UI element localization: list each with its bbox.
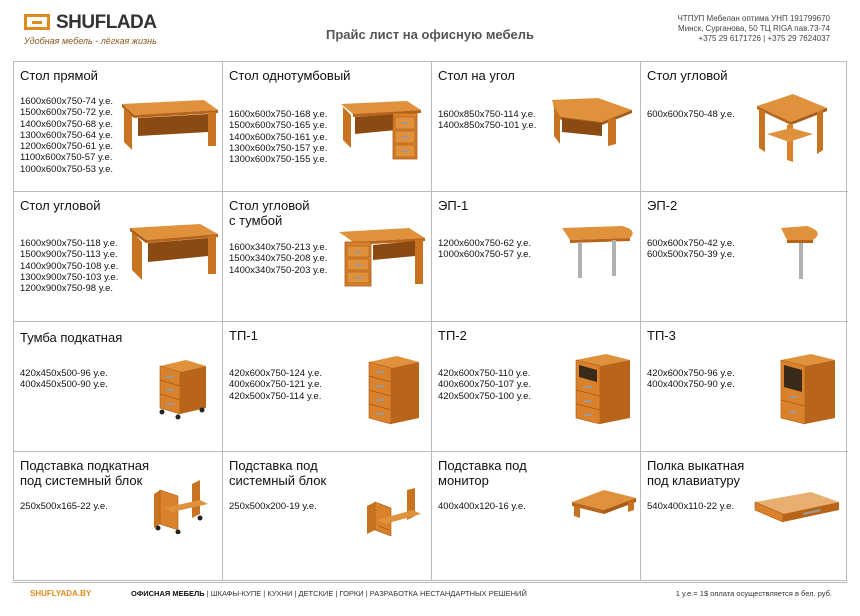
product-name: ТП-2 — [438, 328, 467, 343]
company-line-3: +375 29 6171726 | +375 29 7624037 — [698, 34, 830, 43]
product-name: ТП-3 — [647, 328, 676, 343]
price-list — [647, 238, 735, 261]
corner-desk-image — [536, 96, 640, 148]
product-name-line-1: Стол угловой — [229, 198, 310, 213]
price-line: 1200x900x750-98 у.е. — [20, 283, 114, 295]
product-name — [229, 198, 310, 228]
mobile-pedestal-image — [156, 358, 212, 420]
product-name: ЭП-1 — [438, 198, 469, 213]
wide-desk-image — [122, 222, 222, 286]
product-name — [438, 458, 527, 488]
product-cell — [641, 62, 848, 192]
product-cell — [432, 62, 641, 192]
company-info — [677, 14, 830, 44]
price-line: 1400x850x750-101 у.е. — [438, 120, 537, 132]
price-line: 400x600x750-121 у.е. — [229, 379, 323, 391]
product-cell — [223, 62, 432, 192]
price-list — [438, 109, 536, 132]
company-line-2: Минск, Сурганова, 50 ТЦ RIGA пав.73-74 — [678, 24, 830, 33]
footer-divider — [13, 582, 847, 583]
logo-slogan: Удобная мебель - лёгкая жизнь — [24, 36, 157, 46]
product-name-line-2: монитор — [438, 473, 489, 488]
price-line: 1200x600x750-62 у.е. — [438, 238, 532, 249]
price-line: 420x600x750-124 у.е. — [229, 368, 323, 379]
footer-nav-other-links[interactable]: | ШКАФЫ-КУПЕ | КУХНИ | ДЕТСКИЕ | ГОРКИ | РАЗРАБОТКА НЕСТАНДАРТНЫХ РЕШЕНИЙ — [204, 589, 527, 598]
price-list — [229, 109, 327, 165]
product-cell — [14, 322, 223, 452]
price-line: 250x500x200-19 у.е. — [229, 501, 317, 512]
footer-nav — [131, 589, 527, 598]
product-name-line-1: Полка выкатная — [647, 458, 745, 473]
product-cell — [641, 452, 848, 580]
product-name-line-2: системный блок — [229, 473, 327, 488]
price-line: 1500x600x750-165 у.е. — [229, 120, 328, 132]
price-line: 1600x340x750-213 у.е. — [229, 242, 328, 253]
mobile-cpu-stand-image — [150, 478, 214, 534]
single-pedestal-desk-image — [337, 100, 427, 166]
product-cell — [641, 192, 848, 322]
monitor-stand-image — [568, 488, 640, 524]
price-line: 1500x600x750-72 у.е. — [20, 107, 114, 119]
price-line: 1600x900x750-118 у.е. — [20, 238, 118, 249]
product-cell — [14, 452, 223, 580]
product-name-line-2: под системный блок — [20, 473, 143, 488]
price-list — [647, 368, 735, 391]
product-name — [229, 458, 326, 488]
price-list — [229, 368, 322, 402]
price-line: 400x400x120-16 у.е. — [438, 501, 526, 512]
price-line: 1000x600x750-53 у.е. — [20, 163, 114, 175]
extension-ep1-image — [558, 224, 640, 282]
product-name-line-2: с тумбой — [229, 213, 283, 228]
pedestal-tp2-image — [572, 352, 636, 428]
product-name: Стол однотумбовый — [229, 68, 351, 83]
price-list — [20, 368, 108, 391]
footer-payment-note: 1 у.е.= 1$ оплата осуществляется в бел. руб. — [675, 589, 832, 598]
cpu-stand-image — [363, 486, 427, 536]
price-line: 420x600x750-96 у.е. — [647, 368, 735, 379]
price-line: 1300x600x750-155 у.е. — [229, 154, 328, 166]
price-line: 400x600x750-107 у.е. — [438, 379, 532, 391]
product-cell — [14, 62, 223, 192]
product-name: ЭП-2 — [647, 198, 678, 213]
price-grid — [13, 61, 847, 581]
page-title: Прайс лист на офисную мебель — [325, 27, 535, 42]
price-line: 1500x900x750-113 у.е. — [20, 249, 118, 261]
company-line-1: ЧТПУП Мебелан оптима УНП 191799670 — [677, 14, 830, 23]
footer-nav-office-furniture[interactable]: ОФИСНАЯ МЕБЕЛЬ — [131, 589, 205, 598]
price-line: 540x400x110-22 у.е. — [647, 501, 735, 512]
product-cell — [223, 322, 432, 452]
price-list — [20, 501, 108, 512]
price-line: 1400x600x750-68 у.е. — [20, 118, 114, 130]
product-name: Стол на угол — [438, 68, 515, 83]
price-line: 1200x600x750-61 у.е. — [20, 141, 114, 153]
price-line: 420x500x750-114 у.е. — [229, 390, 322, 402]
product-name: Стол угловой — [20, 198, 101, 213]
product-name — [20, 458, 149, 488]
extension-ep2-image — [777, 224, 827, 282]
product-name — [647, 458, 744, 488]
small-corner-desk-image — [753, 92, 831, 164]
price-list — [438, 501, 526, 512]
product-cell — [223, 452, 432, 580]
price-line: 600x500x750-39 у.е. — [647, 249, 735, 261]
price-line: 1400x900x750-108 у.е. — [20, 260, 119, 272]
price-line: 1400x600x750-161 у.е. — [229, 131, 328, 143]
price-line: 600x600x750-48 у.е. — [647, 109, 735, 120]
price-list — [20, 96, 113, 175]
price-line: 1600x600x750-74 у.е. — [20, 96, 114, 107]
product-name-line-2: под клавиатуру — [647, 473, 740, 488]
product-name: Стол угловой — [647, 68, 728, 83]
price-line: 400x400x750-90 у.е. — [647, 379, 735, 391]
product-name-line-1: Подставка под — [438, 458, 527, 473]
keyboard-tray-image — [751, 490, 843, 526]
price-line: 420x450x500-96 у.е. — [20, 368, 108, 379]
logo-text: SHUFLADA — [56, 12, 157, 33]
product-name-line-1: Подставка подкатная — [20, 458, 150, 473]
price-line: 1500x340x750-208 у.е. — [229, 253, 328, 265]
product-cell — [432, 452, 641, 580]
price-line: 400x450x500-90 у.е. — [20, 379, 108, 391]
price-list — [647, 109, 735, 120]
price-line: 1300x600x750-157 у.е. — [229, 142, 328, 154]
product-name-line-1: Подставка под — [229, 458, 318, 473]
product-name: Стол прямой — [20, 68, 98, 83]
price-line: 1300x600x750-64 у.е. — [20, 129, 114, 141]
product-cell — [641, 322, 848, 452]
price-line: 420x600x750-110 у.е. — [438, 368, 531, 379]
product-cell — [14, 192, 223, 322]
price-list — [229, 242, 327, 276]
price-line: 600x600x750-42 у.е. — [647, 238, 735, 249]
price-list — [229, 501, 317, 512]
straight-desk-image — [118, 98, 222, 154]
page-header — [0, 0, 860, 58]
price-line: 250x500x165-22 у.е. — [20, 501, 108, 512]
price-line: 1100x600x750-57 у.е. — [20, 152, 113, 164]
price-line: 1600x600x750-168 у.е. — [229, 109, 328, 120]
price-line: 420x500x750-100 у.е. — [438, 390, 532, 402]
price-list — [647, 501, 734, 512]
product-cell — [432, 192, 641, 322]
product-name: Тумба подкатная — [20, 330, 123, 345]
footer-site-link[interactable]: SHUFLYADA.BY — [30, 589, 92, 598]
pedestal-tp3-image — [777, 352, 841, 428]
price-list — [438, 368, 531, 402]
product-cell — [432, 322, 641, 452]
price-line: 1400x340x750-203 у.е. — [229, 264, 328, 276]
price-line: 1000x600x750-57 у.е. — [438, 249, 532, 261]
price-list — [438, 238, 531, 261]
price-line: 1300x900x750-103 у.е. — [20, 271, 119, 283]
price-line: 1600x850x750-114 у.е. — [438, 109, 536, 120]
price-list — [20, 238, 118, 294]
product-name: ТП-1 — [229, 328, 258, 343]
corner-desk-with-pedestal-image — [335, 226, 429, 292]
product-cell — [223, 192, 432, 322]
pedestal-tp1-image — [365, 354, 425, 428]
